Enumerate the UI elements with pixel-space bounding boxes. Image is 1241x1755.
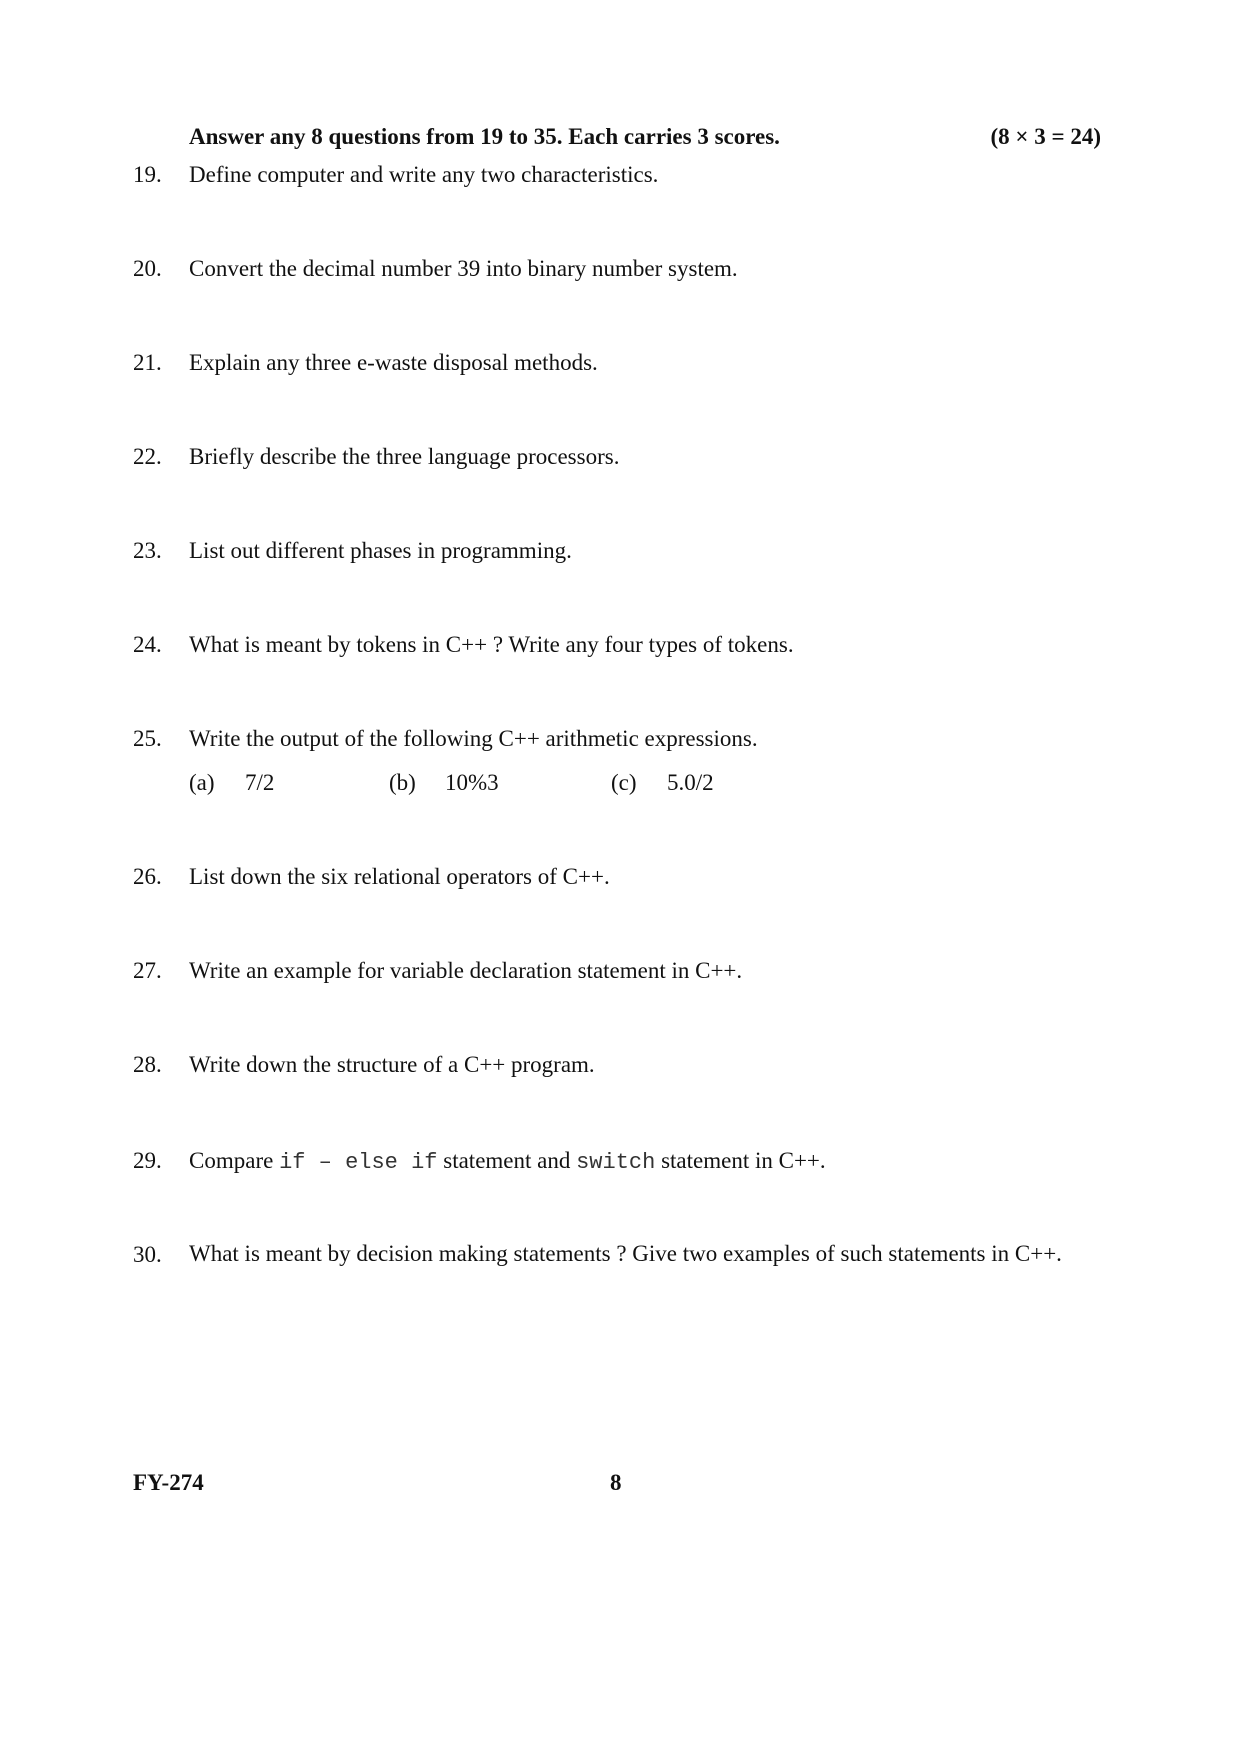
option-value: 10%3 — [445, 770, 499, 795]
question-text: Write the output of the following C++ arithmetic expressions. — [189, 726, 758, 751]
question-number: 20. — [133, 256, 162, 281]
question-text: Write down the structure of a C++ program. — [189, 1052, 595, 1077]
option-b — [389, 770, 499, 796]
question-number: 26. — [133, 864, 162, 889]
question-number: 28. — [133, 1052, 162, 1077]
question-text: What is meant by decision making statements ? Give two examples of such statements in C++. — [189, 1241, 1062, 1266]
question-number: 25. — [133, 726, 162, 751]
text-fragment: Compare — [189, 1148, 280, 1173]
question-text: Explain any three e-waste disposal methods. — [189, 350, 598, 375]
option-value: 5.0/2 — [667, 770, 714, 795]
page-number: 8 — [610, 1470, 622, 1495]
question-text: Convert the decimal number 39 into binary number system. — [189, 256, 738, 281]
question-number: 24. — [133, 632, 162, 657]
question-text — [189, 1148, 1089, 1175]
question-number: 22. — [133, 444, 162, 469]
option-a — [189, 770, 274, 796]
question-number: 30. — [133, 1242, 162, 1267]
section-instruction: Answer any 8 questions from 19 to 35. Each carries 3 scores. — [189, 124, 780, 149]
question-text: What is meant by tokens in C++ ? Write any four types of tokens. — [189, 632, 794, 657]
question-text: Write an example for variable declaration statement in C++. — [189, 958, 743, 983]
option-label: (a) — [189, 770, 215, 795]
question-number: 27. — [133, 958, 162, 983]
text-fragment: statement in C++. — [655, 1148, 826, 1173]
paper-code: FY-274 — [133, 1470, 204, 1495]
option-value: 7/2 — [245, 770, 275, 795]
code-keyword: if – else if — [279, 1150, 438, 1175]
text-fragment: statement and — [437, 1148, 577, 1173]
option-label: (c) — [611, 770, 637, 795]
code-keyword: switch — [576, 1150, 656, 1175]
section-marks: (8 × 3 = 24) — [990, 124, 1101, 149]
question-number: 23. — [133, 538, 162, 563]
option-c — [611, 770, 714, 796]
question-text: Define computer and write any two characteristics. — [189, 162, 659, 187]
question-number: 19. — [133, 162, 162, 187]
question-text: Briefly describe the three language processors. — [189, 444, 620, 469]
question-text: List out different phases in programming. — [189, 538, 572, 563]
option-label: (b) — [389, 770, 416, 795]
question-number: 21. — [133, 350, 162, 375]
question-number: 29. — [133, 1148, 162, 1173]
question-text: List down the six relational operators of C++. — [189, 864, 610, 889]
